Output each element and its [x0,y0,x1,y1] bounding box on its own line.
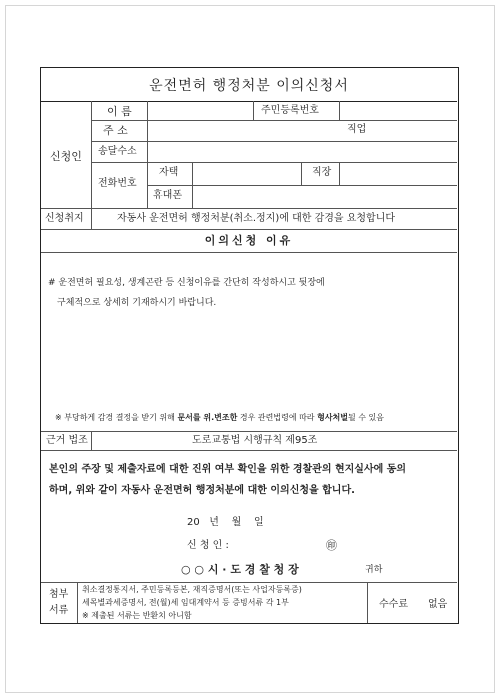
date-line: 20 년 월 일 [187,517,264,528]
address-field[interactable] [149,121,344,140]
purpose-text: 자동사 운전면허 행정처분(취소.정지)에 대한 감경을 요청합니다 [117,213,396,224]
delivery-address-label: 송달수소 [98,146,137,157]
col-line [147,101,148,208]
col-line [339,101,340,120]
fee-value: 없음 [428,599,448,610]
home-phone-label: 자택 [159,167,179,178]
col-line [367,582,368,623]
home-phone-field[interactable] [194,163,299,184]
name-label: 이 름 [107,105,132,118]
reason-note-line1: # 운전면허 필요성, 생계곤란 등 신청이유를 간단히 작성하시고 뒷장에 [48,278,325,288]
delivery-address-field[interactable] [149,142,455,161]
mobile-phone-label: 휴대폰 [153,190,182,201]
form-title: 운전면허 행정처분 이의신청서 [149,78,349,94]
row-line [41,208,457,209]
col-line [253,101,254,120]
basis-value: 도로교통법 시행규칙 제95조 [192,435,318,446]
col-line [91,208,92,229]
address-label: 주 소 [103,124,128,137]
recipient-suffix: 귀하 [365,565,383,575]
rrn-field[interactable] [341,102,455,119]
attachments-line1: 취소결정통지서, 주민등록등본, 재직증명서(또는 사업자등록증) [82,585,302,594]
name-field[interactable] [149,102,251,119]
reason-textarea[interactable] [45,313,453,413]
work-phone-label: 직장 [312,167,332,178]
applicant-divider [91,101,92,208]
occupation-field[interactable] [373,121,455,140]
col-line [339,162,340,185]
applicant-label: 신청인 [50,150,82,163]
attachments-line3: ※ 제출된 서류는 반환치 아니함 [82,611,192,620]
declaration-line2: 하며, 위와 같이 자동사 운전면허 행정처분에 대한 이의신청을 합니다. [49,485,355,496]
phone-label: 전화번호 [98,178,137,189]
col-line [91,431,92,450]
reason-note-line2: 구체적으로 상세히 기재하시기 바랍니다. [57,298,217,308]
work-phone-field[interactable] [341,163,455,184]
attachments-line2: 세목별과세증명서, 전(월)세 임대계약서 등 증빙서류 각 1부 [82,598,289,607]
seal-mark: ㊞ [326,539,337,552]
row-line [41,229,457,230]
fee-label: 수수료 [379,599,408,610]
recipient: ○ ○ 시 · 도 경 찰 청 장 [181,563,299,576]
mobile-phone-field[interactable] [194,186,455,207]
applicant-signature-label: 신 청 인 : [187,540,229,551]
attachments-label-1: 첨부 [49,589,69,600]
row-line [41,252,457,253]
reason-heading: 이의신청 이유 [204,234,294,247]
forgery-warning: ※ 부당하게 감경 결정을 받기 위해 문서를 위.변조한 경우 관련법령에 따라 형사처벌될 수 있음 [55,413,385,422]
row-line [41,450,457,451]
row-line [41,582,457,583]
row-line [41,431,457,432]
col-line [77,582,78,623]
objection-form [40,67,459,624]
col-line [301,162,302,185]
col-line [192,162,193,208]
basis-label: 근거 법조 [46,435,88,446]
attachments-label-2: 서류 [49,605,69,616]
occupation-label: 직업 [347,124,367,135]
purpose-label: 신청취지 [45,213,84,224]
rrn-label: 주민등록번호 [261,105,319,116]
declaration-line1: 본인의 주장 및 제출자료에 대한 진위 여부 확인을 위한 경찰관의 현지실사에 동의 [49,464,407,475]
